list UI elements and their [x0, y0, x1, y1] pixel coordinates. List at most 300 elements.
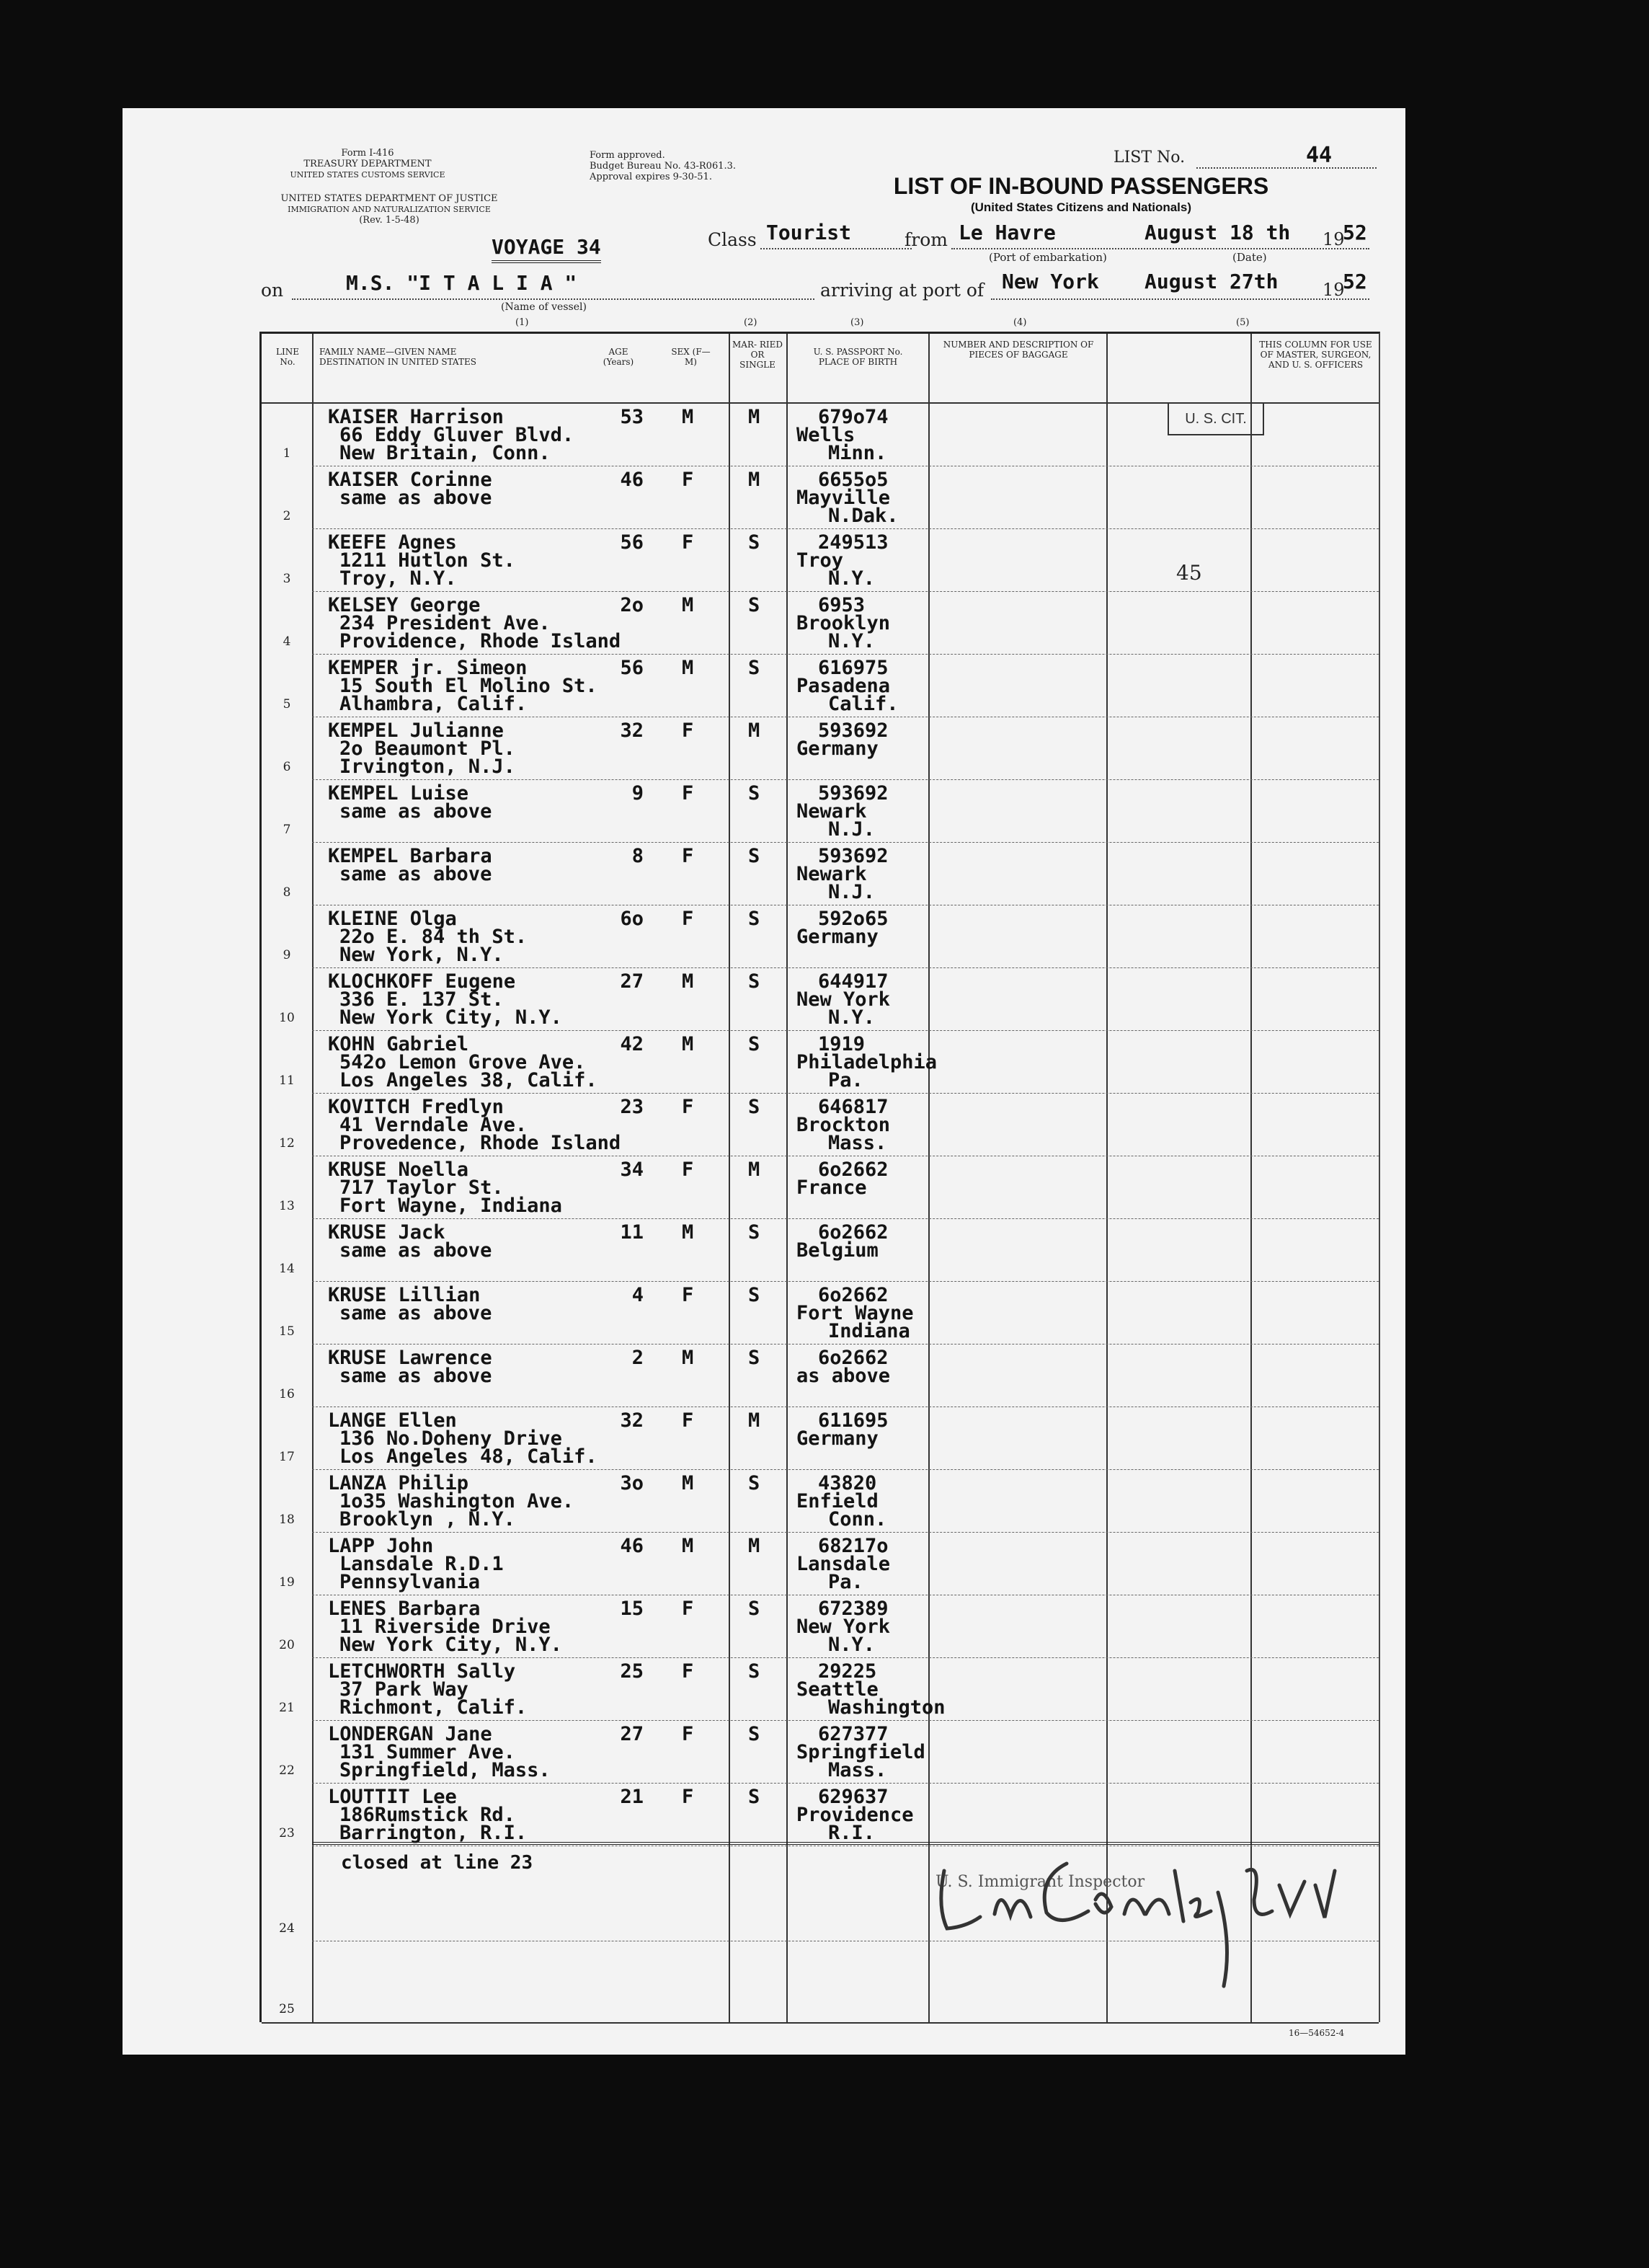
embark-caption: (Port of embarkation): [989, 251, 1107, 264]
col-passport: [788, 347, 928, 367]
passenger-name: LANZA Philip: [328, 1472, 469, 1494]
place-of-birth-2: Pa.: [828, 1069, 863, 1091]
date-caption: (Date): [1232, 251, 1267, 264]
marital-status: M: [748, 719, 760, 742]
destination-city: New York City, N.Y.: [339, 1006, 562, 1029]
line-number: 22: [279, 1763, 295, 1778]
list-number-line: [1196, 167, 1377, 169]
col-marker-5: (5): [1236, 317, 1250, 328]
destination-city: Los Angeles 48, Calif.: [339, 1445, 597, 1468]
destination-city: Fort Wayne, Indiana: [339, 1195, 562, 1217]
passenger-row: [262, 1030, 1379, 1094]
from-date: August 18 th: [1144, 221, 1291, 244]
sex: F: [682, 531, 694, 554]
passenger-name: KOHN Gabriel: [328, 1033, 469, 1055]
destination-city: New Britain, Conn.: [339, 442, 551, 464]
destination-street: 186Rumstick Rd.: [339, 1804, 515, 1826]
passport-number: 6o2662: [818, 1347, 889, 1369]
footer-code: 16—54652-4: [1289, 2028, 1345, 2038]
passport-number: 679o74: [818, 406, 889, 428]
line-number: 16: [279, 1387, 295, 1401]
line-number: 19: [279, 1575, 295, 1590]
marital-status: S: [748, 1221, 760, 1244]
from-year-prefix: 19: [1323, 229, 1345, 249]
col-passport-label: U. S. PASSPORT No.: [813, 347, 903, 357]
sex: M: [682, 1033, 694, 1055]
inspector-signature: [915, 1842, 1377, 2001]
passenger-name: KELSEY George: [328, 594, 481, 616]
place-of-birth-2: N.Y.: [828, 567, 876, 590]
passport-number: 644917: [818, 970, 889, 993]
manifest-page: [123, 108, 1405, 2055]
col-name-label: FAMILY NAME—GIVEN NAME: [319, 347, 457, 357]
passenger-row: [262, 1344, 1379, 1407]
sex: F: [682, 782, 694, 805]
age: 53: [620, 406, 644, 428]
destination-city: Provedence, Rhode Island: [339, 1132, 621, 1154]
passport-number: 629637: [818, 1786, 889, 1808]
sex: F: [682, 845, 694, 867]
destination-street: 336 E. 137 St.: [339, 988, 504, 1011]
destination-street: same as above: [339, 1302, 492, 1324]
destination-city: Troy, N.Y.: [339, 567, 457, 590]
list-number: 44: [1306, 143, 1333, 168]
line-number: 17: [279, 1450, 295, 1464]
col-line-no: LINE No.: [276, 347, 299, 367]
line-number: 13: [279, 1199, 295, 1213]
place-of-birth: New York: [796, 988, 891, 1011]
destination-city: New York City, N.Y.: [339, 1634, 562, 1656]
destination-street: same as above: [339, 487, 492, 509]
destination-street: 234 President Ave.: [339, 612, 551, 634]
age: 32: [620, 1409, 644, 1432]
class-value: Tourist: [766, 221, 852, 244]
sex: F: [682, 1598, 694, 1620]
passenger-name: KRUSE Lawrence: [328, 1347, 492, 1369]
line-number: 20: [279, 1638, 295, 1652]
destination-street: 717 Taylor St.: [339, 1177, 504, 1199]
marital-status: S: [748, 531, 760, 554]
destination-city: Richmont, Calif.: [339, 1696, 528, 1719]
marital-status: S: [748, 1284, 760, 1306]
marital-status: S: [748, 1598, 760, 1620]
passenger-row: [262, 717, 1379, 780]
marital-status: M: [748, 469, 760, 491]
passenger-row: [262, 528, 1379, 592]
customs-service: UNITED STATES CUSTOMS SERVICE: [290, 170, 445, 180]
destination-street: 131 Summer Ave.: [339, 1741, 515, 1763]
passport-number: 627377: [818, 1723, 889, 1745]
marital-status: S: [748, 908, 760, 930]
passenger-name: KEMPEL Barbara: [328, 845, 492, 867]
place-of-birth-2: N.J.: [828, 818, 876, 841]
us-citizen-stamp: U. S. CIT.: [1168, 402, 1264, 435]
place-of-birth: Philadelphia: [796, 1051, 938, 1073]
place-of-birth: Wells: [796, 424, 855, 446]
passenger-name: KAISER Corinne: [328, 469, 492, 491]
arrive-date: August 27th: [1144, 270, 1279, 293]
marital-status: S: [748, 1347, 760, 1369]
sex: M: [682, 970, 694, 993]
place-of-birth: Germany: [796, 1427, 879, 1450]
line-number: 8: [283, 885, 291, 900]
place-of-birth-2: Conn.: [828, 1508, 887, 1531]
passenger-name: KEMPER jr. Simeon: [328, 657, 528, 679]
arrive-line: [991, 298, 1369, 300]
passenger-name: LETCHWORTH Sally: [328, 1660, 516, 1683]
destination-street: 136 No.Doheny Drive: [339, 1427, 562, 1450]
arrive-port: New York: [1002, 270, 1099, 293]
passenger-name: KRUSE Lillian: [328, 1284, 481, 1306]
marital-status: S: [748, 657, 760, 679]
closed-at-line-text: closed at line 23: [341, 1852, 533, 1874]
passenger-row: [262, 1783, 1379, 1846]
destination-street: 542o Lemon Grove Ave.: [339, 1051, 586, 1073]
passenger-row: [262, 1595, 1379, 1658]
age: 27: [620, 1723, 644, 1745]
sex: F: [682, 1096, 694, 1118]
passport-number: 616975: [818, 657, 889, 679]
line-number: 18: [279, 1512, 295, 1527]
line-number: 25: [279, 2002, 295, 2016]
marital-status: S: [748, 1723, 760, 1745]
age: 8: [631, 845, 644, 867]
destination-city: Providence, Rhode Island: [339, 630, 621, 652]
passport-number: 593692: [818, 845, 889, 867]
sex: M: [682, 594, 694, 616]
place-of-birth-2: Indiana: [828, 1320, 910, 1342]
sex: F: [682, 1284, 694, 1306]
passenger-name: KAISER Harrison: [328, 406, 504, 428]
sex: F: [682, 1723, 694, 1745]
destination-street: 2o Beaumont Pl.: [339, 737, 515, 760]
passport-number: 6o2662: [818, 1284, 889, 1306]
place-of-birth: Pasadena: [796, 675, 891, 697]
passenger-name: LONDERGAN Jane: [328, 1723, 492, 1745]
destination-street: same as above: [339, 800, 492, 823]
col-name: [319, 347, 557, 367]
place-of-birth: Brooklyn: [796, 612, 891, 634]
place-of-birth-2: Washington: [828, 1696, 946, 1719]
line-number: 21: [279, 1701, 295, 1715]
class-line: [760, 248, 912, 249]
page-subtitle: (United States Citizens and Nationals): [970, 200, 1192, 214]
place-of-birth: Mayville: [796, 487, 891, 509]
arrive-year-prefix: 19: [1323, 280, 1345, 300]
destination-street: 1o35 Washington Ave.: [339, 1490, 574, 1512]
passport-number: 43820: [818, 1472, 877, 1494]
destination-city: Springfield, Mass.: [339, 1759, 551, 1781]
passenger-name: LENES Barbara: [328, 1598, 481, 1620]
marital-status: M: [748, 1159, 760, 1181]
sex: F: [682, 469, 694, 491]
place-of-birth-2: Minn.: [828, 442, 887, 464]
age: 42: [620, 1033, 644, 1055]
sex: M: [682, 1221, 694, 1244]
passport-number: 29225: [818, 1660, 877, 1683]
arriving-label: arriving at port of: [820, 280, 984, 301]
marital-status: S: [748, 1033, 760, 1055]
passenger-name: KRUSE Jack: [328, 1221, 445, 1244]
age: 9: [631, 782, 644, 805]
place-of-birth: Troy: [796, 549, 844, 572]
passenger-row: [262, 1218, 1379, 1282]
passenger-row: [262, 1657, 1379, 1721]
sex: M: [682, 1535, 694, 1557]
line-number: 23: [279, 1826, 295, 1840]
passenger-name: KEEFE Agnes: [328, 531, 457, 554]
inspector-caption: U. S. Immigrant Inspector: [935, 1873, 1145, 1891]
from-year: 52: [1343, 221, 1367, 244]
passenger-name: KOVITCH Fredlyn: [328, 1096, 504, 1118]
line-number: 14: [279, 1262, 295, 1276]
age: 2: [631, 1347, 644, 1369]
destination-street: 11 Riverside Drive: [339, 1616, 551, 1638]
col-birth-label: PLACE OF BIRTH: [818, 357, 898, 367]
col-baggage: NUMBER AND DESCRIPTION OF PIECES OF BAGGAGE: [943, 340, 1094, 360]
place-of-birth: France: [796, 1177, 867, 1199]
doj-info: [252, 193, 526, 226]
passenger-row: [262, 842, 1379, 905]
destination-street: 1211 Hutlon St.: [339, 549, 515, 572]
place-of-birth-2: N.Y.: [828, 1006, 876, 1029]
destination-city: New York, N.Y.: [339, 944, 504, 966]
passenger-row: [262, 1532, 1379, 1595]
line-number: 4: [283, 634, 291, 649]
page-title: LIST OF IN-BOUND PASSENGERS: [893, 173, 1269, 199]
ins: IMMIGRATION AND NATURALIZATION SERVICE: [288, 205, 491, 214]
col-marker-2: (2): [744, 317, 757, 328]
col-sex: SEX (F—M): [671, 347, 711, 367]
place-of-birth: Fort Wayne: [796, 1302, 914, 1324]
approval-info: [590, 150, 736, 182]
age: 46: [620, 1535, 644, 1557]
col-marker-3: (3): [850, 317, 864, 328]
age: 21: [620, 1786, 644, 1808]
destination-street: Lansdale R.D.1: [339, 1553, 504, 1575]
passenger-row: [262, 654, 1379, 717]
place-of-birth-2: Mass.: [828, 1759, 887, 1781]
destination-city: Brooklyn , N.Y.: [339, 1508, 515, 1531]
form-number: Form I-416: [341, 148, 394, 159]
vessel-name: M.S. "I T A L I A ": [346, 271, 577, 295]
place-of-birth: Springfield: [796, 1741, 925, 1763]
form-info: [245, 148, 490, 180]
place-of-birth: Germany: [796, 737, 879, 760]
marital-status: S: [748, 1786, 760, 1808]
sex: F: [682, 719, 694, 742]
place-of-birth: Brockton: [796, 1114, 891, 1136]
from-line: [951, 248, 1369, 249]
col-age: AGE (Years): [603, 347, 634, 367]
col-marker-1: (1): [515, 317, 529, 328]
place-of-birth-2: N.Dak.: [828, 505, 899, 527]
passport-number: 6655o5: [818, 469, 889, 491]
passport-number: 672389: [818, 1598, 889, 1620]
destination-street: same as above: [339, 1239, 492, 1262]
place-of-birth: Lansdale: [796, 1553, 891, 1575]
sex: F: [682, 1660, 694, 1683]
age: 6o: [620, 908, 644, 930]
marital-status: S: [748, 1096, 760, 1118]
destination-street: same as above: [339, 863, 492, 885]
destination-street: 66 Eddy Gluver Blvd.: [339, 424, 574, 446]
marital-status: S: [748, 970, 760, 993]
place-of-birth: Germany: [796, 926, 879, 948]
line-number: 5: [283, 697, 291, 712]
treasury-dept: TREASURY DEPARTMENT: [303, 159, 432, 169]
passenger-name: LOUTTIT Lee: [328, 1786, 457, 1808]
approval-expiry: Approval expires 9-30-51.: [590, 172, 712, 182]
from-port: Le Havre: [959, 221, 1056, 244]
destination-city: Pennsylvania: [339, 1571, 481, 1593]
place-of-birth: Newark: [796, 863, 867, 885]
col-officers: THIS COLUMN FOR USE OF MASTER, SURGEON, AND U. S. OFFICERS: [1259, 340, 1372, 370]
doj: UNITED STATES DEPARTMENT OF JUSTICE: [280, 193, 498, 204]
place-of-birth-2: Pa.: [828, 1571, 863, 1593]
marital-status: M: [748, 1535, 760, 1557]
age: 23: [620, 1096, 644, 1118]
passenger-row: [262, 466, 1379, 529]
col-marker-4: (4): [1013, 317, 1027, 328]
line-number: 7: [283, 823, 291, 837]
passenger-row: [262, 1720, 1379, 1784]
passport-number: 593692: [818, 719, 889, 742]
col-destination-label: DESTINATION IN UNITED STATES: [319, 357, 476, 367]
place-of-birth-2: R.I.: [828, 1822, 876, 1844]
marital-status: S: [748, 782, 760, 805]
passport-number: 68217o: [818, 1535, 889, 1557]
age: 46: [620, 469, 644, 491]
age: 32: [620, 719, 644, 742]
passenger-row: [262, 967, 1379, 1031]
passenger-name: LANGE Ellen: [328, 1409, 457, 1432]
age: 27: [620, 970, 644, 993]
place-of-birth: as above: [796, 1365, 891, 1387]
passenger-name: KLEINE Olga: [328, 908, 457, 930]
line-number: 1: [283, 446, 291, 461]
age: 11: [620, 1221, 644, 1244]
place-of-birth: Enfield: [796, 1490, 879, 1512]
sex: F: [682, 1409, 694, 1432]
form-approved: Form approved.: [590, 150, 665, 161]
passenger-row: [262, 905, 1379, 968]
age: 56: [620, 531, 644, 554]
passenger-row: [262, 1093, 1379, 1156]
sex: M: [682, 406, 694, 428]
marital-status: S: [748, 1660, 760, 1683]
marital-status: S: [748, 594, 760, 616]
destination-street: same as above: [339, 1365, 492, 1387]
sex: M: [682, 1472, 694, 1494]
age: 34: [620, 1159, 644, 1181]
line-number: 11: [279, 1073, 295, 1088]
line-number: 15: [279, 1324, 295, 1339]
passport-number: 646817: [818, 1096, 889, 1118]
col-married: MAR- RIED OR SINGLE: [732, 340, 783, 370]
destination-street: 41 Verndale Ave.: [339, 1114, 528, 1136]
sex: F: [682, 1786, 694, 1808]
passenger-name: KEMPEL Luise: [328, 782, 469, 805]
line-number: 2: [283, 509, 291, 523]
marital-status: M: [748, 1409, 760, 1432]
arrive-year: 52: [1343, 270, 1367, 293]
revision: (Rev. 1-5-48): [359, 215, 419, 226]
place-of-birth-2: N.Y.: [828, 630, 876, 652]
passenger-name: LAPP John: [328, 1535, 434, 1557]
marital-status: S: [748, 1472, 760, 1494]
list-label: LIST No.: [1114, 149, 1186, 167]
place-of-birth: Seattle: [796, 1678, 879, 1701]
age: 15: [620, 1598, 644, 1620]
place-of-birth-2: N.Y.: [828, 1634, 876, 1656]
passenger-row: [262, 591, 1379, 655]
vessel-line: [292, 298, 814, 300]
line-number: 9: [283, 948, 291, 962]
passport-number: 592o65: [818, 908, 889, 930]
line-number: 12: [279, 1136, 295, 1151]
destination-city: Barrington, R.I.: [339, 1822, 528, 1844]
destination-city: Alhambra, Calif.: [339, 693, 528, 715]
passport-number: 249513: [818, 531, 889, 554]
handwritten-45: 45: [1176, 561, 1202, 585]
place-of-birth: New York: [796, 1616, 891, 1638]
passenger-row: [262, 779, 1379, 843]
place-of-birth-2: Mass.: [828, 1132, 887, 1154]
place-of-birth-2: Calif.: [828, 693, 899, 715]
passenger-name: KLOCHKOFF Eugene: [328, 970, 516, 993]
voyage-number: VOYAGE 34: [492, 235, 601, 263]
on-label: on: [261, 280, 284, 301]
from-label: from: [904, 229, 948, 250]
place-of-birth: Providence: [796, 1804, 914, 1826]
destination-street: 15 South El Molino St.: [339, 675, 597, 697]
age: 4: [631, 1284, 644, 1306]
place-of-birth: Belgium: [796, 1239, 879, 1262]
destination-street: 37 Park Way: [339, 1678, 468, 1701]
passenger-row: [262, 1469, 1379, 1533]
marital-status: S: [748, 845, 760, 867]
vessel-caption: (Name of vessel): [501, 301, 587, 313]
destination-street: 22o E. 84 th St.: [339, 926, 528, 948]
class-label: Class: [708, 229, 757, 250]
place-of-birth-2: N.J.: [828, 881, 876, 903]
sex: F: [682, 908, 694, 930]
place-of-birth: Newark: [796, 800, 867, 823]
age: 3o: [620, 1472, 644, 1494]
age: 25: [620, 1660, 644, 1683]
age: 2o: [620, 594, 644, 616]
line-number: 24: [279, 1921, 295, 1936]
passenger-row: [262, 1156, 1379, 1219]
destination-city: Irvington, N.J.: [339, 756, 515, 778]
passport-number: 1919: [818, 1033, 866, 1055]
passport-number: 593692: [818, 782, 889, 805]
age: 56: [620, 657, 644, 679]
passport-number: 6953: [818, 594, 866, 616]
destination-city: Los Angeles 38, Calif.: [339, 1069, 597, 1091]
passenger-name: KEMPEL Julianne: [328, 719, 504, 742]
sex: M: [682, 1347, 694, 1369]
passport-number: 6o2662: [818, 1221, 889, 1244]
passenger-row: [262, 1281, 1379, 1345]
budget-bureau: Budget Bureau No. 43-R061.3.: [590, 161, 737, 172]
sex: F: [682, 1159, 694, 1181]
sex: M: [682, 657, 694, 679]
marital-status: M: [748, 406, 760, 428]
passenger-row: [262, 1407, 1379, 1470]
line-number: 6: [283, 760, 291, 774]
